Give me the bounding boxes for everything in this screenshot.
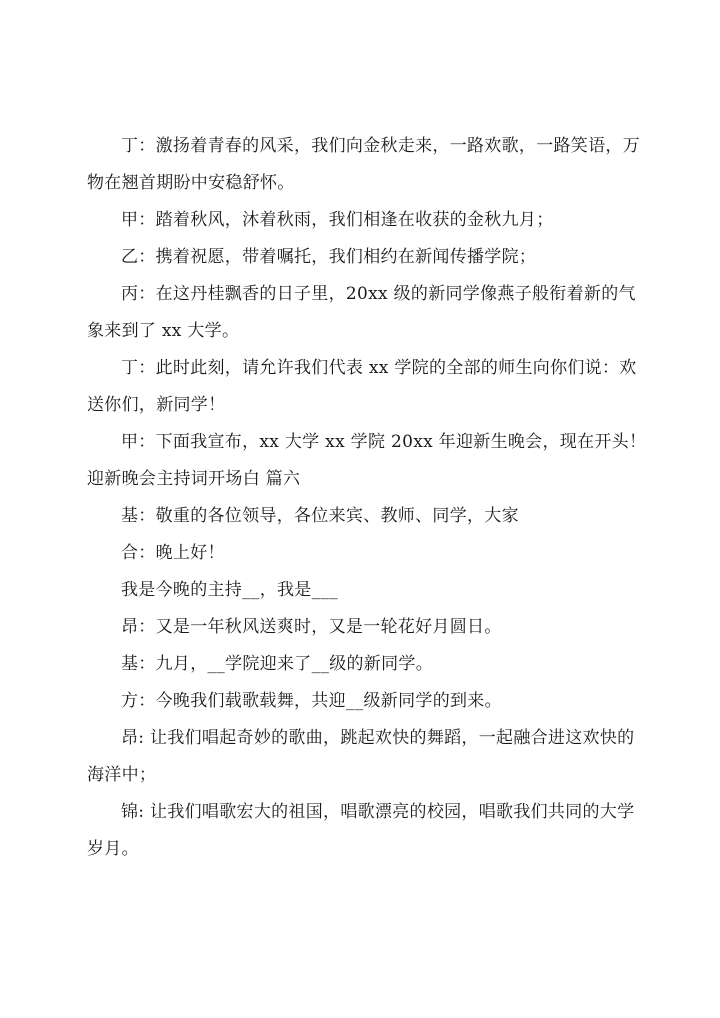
paragraph-ji-2: 基：九月，__学院迎来了__级的新同学。 — [121, 654, 433, 674]
paragraph-jia-2: 甲：下面我宣布，xx 大学 xx 学院 20xx 年迎新生晚会，现在开头！ — [121, 432, 647, 452]
document-body — [87, 128, 647, 868]
paragraph-jin-1: 锦: 让我们唱歌宏大的祖国，唱歌漂亮的校园，唱歌我们共同的大学岁月。 — [87, 802, 635, 859]
paragraph-yi-1: 乙：携着祝愿，带着嘱托，我们相约在新闻传播学院； — [121, 247, 537, 267]
paragraph-ding-1: 丁：激扬着青春的风采，我们向金秋走来，一路欢歌，一路笑语，万物在翘首期盼中安稳舒怀。 — [87, 136, 640, 193]
paragraph-jia-1: 甲：踏着秋风，沐着秋雨，我们相逢在收获的金秋九月； — [121, 210, 554, 230]
paragraph-ang-1: 昂：又是一年秋风送爽时，又是一轮花好月圆日。 — [121, 617, 502, 637]
paragraph-ang-2: 昂: 让我们唱起奇妙的歌曲，跳起欢快的舞蹈，一起融合进这欢快的海洋中； — [87, 728, 635, 785]
paragraph-host-intro: 我是今晚的主持__，我是___ — [121, 580, 338, 600]
section-heading: 迎新晚会主持词开场白 篇六 — [87, 469, 301, 489]
paragraph-he-1: 合：晚上好！ — [121, 543, 225, 563]
paragraph-bing-1: 丙：在这丹桂飘香的日子里，20xx 级的新同学像燕子般衔着新的气象来到了 xx 大学。 — [87, 284, 636, 341]
paragraph-ji-1: 基：敬重的各位领导，各位来宾、教师、同学，大家 — [121, 506, 519, 526]
paragraph-fang-1: 方：今晚我们载歌载舞，共迎__级新同学的到来。 — [121, 691, 502, 711]
paragraph-ding-2: 丁：此时此刻，请允许我们代表 xx 学院的全部的师生向你们说：欢送你们，新同学！ — [87, 358, 637, 415]
